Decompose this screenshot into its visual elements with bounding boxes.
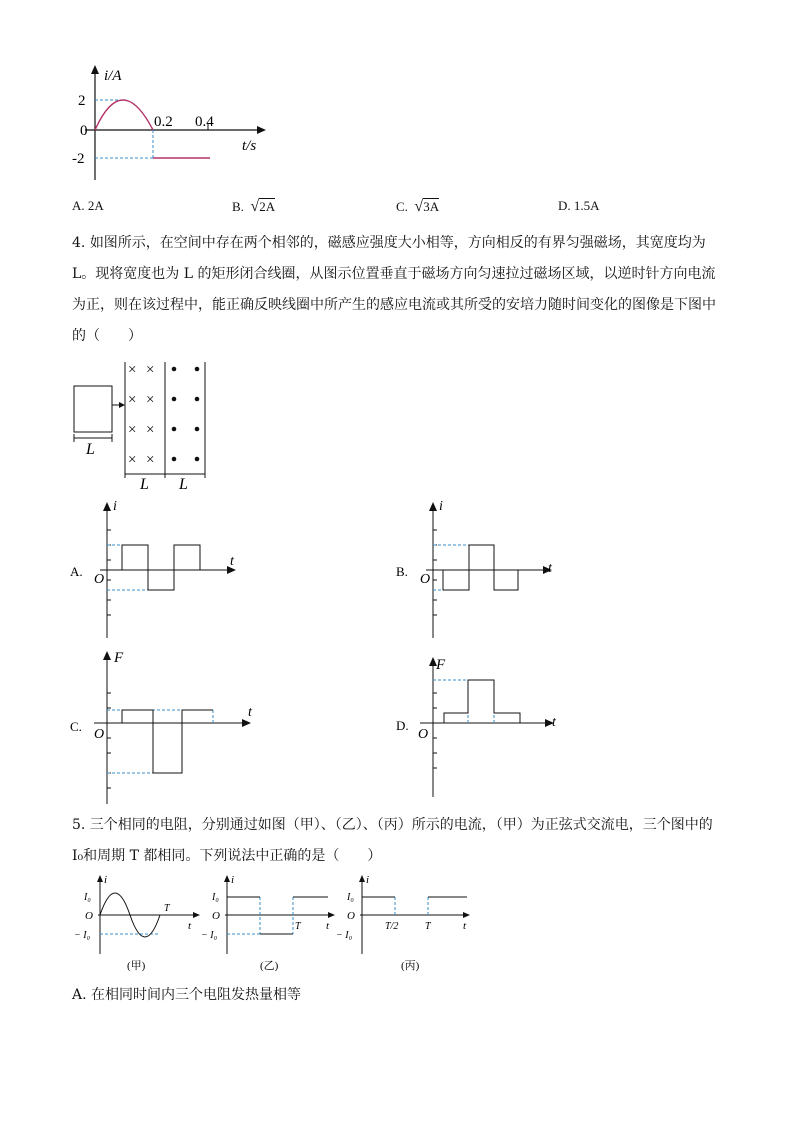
svg-text:O: O xyxy=(85,910,93,922)
svg-text:O: O xyxy=(94,572,105,587)
svg-text:D.: D. xyxy=(396,718,409,733)
svg-text:O: O xyxy=(420,572,431,587)
svg-text:T/2: T/2 xyxy=(385,921,399,932)
q4-line2: L。现将宽度也为 L 的矩形闭合线圈，从图示位置垂直于磁场方向匀速拉过磁场区域，以逆时针方向电流 xyxy=(72,266,716,282)
svg-text:i: i xyxy=(113,499,117,514)
svg-text:t: t xyxy=(230,554,234,569)
svg-text:F: F xyxy=(436,657,446,673)
q3-option-d: D. 1.5A xyxy=(558,198,600,213)
svg-text:I₀: I₀ xyxy=(347,892,354,903)
svg-text:t: t xyxy=(463,920,467,932)
svg-text:×: × xyxy=(128,362,137,378)
q5-option-a: A. 在相同时间内三个电阻发热量相等 xyxy=(72,987,302,1003)
svg-text:O: O xyxy=(418,727,429,742)
q3-option-a: A. 2A xyxy=(72,198,104,213)
q4-graph-a xyxy=(70,498,250,643)
svg-text:T: T xyxy=(164,903,170,914)
svg-text:i: i xyxy=(439,499,443,514)
svg-text:×: × xyxy=(128,452,137,468)
svg-text:B.: B. xyxy=(396,564,408,579)
svg-text:O: O xyxy=(212,910,220,922)
q5-graph-bing xyxy=(335,872,475,977)
q5-graph-jia xyxy=(70,872,205,977)
svg-text:i/A xyxy=(104,68,122,84)
fig-label-L3: L xyxy=(179,476,188,493)
svg-text:×: × xyxy=(146,392,155,408)
q4-graph-c xyxy=(70,646,260,806)
q4-graph-d xyxy=(396,652,576,802)
cap-jia: (甲) xyxy=(127,960,146,972)
svg-text:C.: C. xyxy=(70,719,82,734)
q5-graph-yi xyxy=(200,872,340,977)
svg-text:t: t xyxy=(188,920,192,932)
svg-text:i: i xyxy=(366,874,370,886)
svg-text:t: t xyxy=(248,705,252,720)
svg-text:×: × xyxy=(128,392,137,408)
q3-option-c: C. √3A xyxy=(396,198,440,215)
tick-2: 2 xyxy=(78,93,86,109)
svg-text:t: t xyxy=(552,715,556,730)
tick-m2: -2 xyxy=(72,151,85,167)
svg-text:A.: A. xyxy=(70,564,83,579)
svg-text:F: F xyxy=(114,650,124,666)
q4-field-figure xyxy=(68,358,218,493)
q3-option-b: B. √2A xyxy=(232,198,276,215)
svg-text:i: i xyxy=(104,874,108,886)
q4-line4: 的（ ） xyxy=(72,328,142,344)
svg-text:O: O xyxy=(94,727,105,742)
svg-text:T: T xyxy=(295,921,301,932)
svg-text:I₀: I₀ xyxy=(84,892,91,903)
svg-text:×: × xyxy=(146,422,155,438)
svg-text:t: t xyxy=(326,920,330,932)
fig-label-L2: L xyxy=(140,476,149,493)
ylabel-i: i/A xyxy=(104,68,122,84)
svg-text:I₀: I₀ xyxy=(212,892,219,903)
svg-text:×: × xyxy=(146,362,155,378)
svg-text:T: T xyxy=(425,921,431,932)
q4-graph-b xyxy=(396,498,576,643)
svg-text:×: × xyxy=(128,422,137,438)
cap-bing: (丙) xyxy=(401,960,420,972)
xlabel-t: t/s xyxy=(242,138,257,154)
svg-text:− I₀: − I₀ xyxy=(336,930,353,941)
tick-x2: 0.4 xyxy=(195,114,214,130)
svg-text:O: O xyxy=(347,910,355,922)
q5-line1: 5. 三个相同的电阻，分别通过如图（甲）、（乙）、（丙）所示的电流，（甲）为正弦式交流电，三个图中的 xyxy=(72,817,713,833)
q5-line2: I₀和周期 T 都相同。下列说法中正确的是（ ） xyxy=(72,848,382,864)
tick-x1: 0.2 xyxy=(154,114,173,130)
fig-label-L1: L xyxy=(86,441,95,458)
svg-text:×: × xyxy=(146,452,155,468)
cap-yi: (乙) xyxy=(260,960,279,972)
svg-text:− I₀: − I₀ xyxy=(201,930,218,941)
top-current-graph xyxy=(70,60,280,190)
tick-0: 0 xyxy=(80,123,88,139)
svg-text:t: t xyxy=(548,561,552,576)
q4-line1: 4. 如图所示，在空间中存在两个相邻的，磁感应强度大小相等，方向相反的有界匀强磁场，其宽度均为 xyxy=(72,235,706,251)
q4-line3: 为正，则在该过程中，能正确反映线圈中所产生的感应电流或其所受的安培力随时间变化的图像是下图中 xyxy=(72,297,716,313)
svg-text:i: i xyxy=(231,874,235,886)
svg-text:− I₀: − I₀ xyxy=(74,930,91,941)
